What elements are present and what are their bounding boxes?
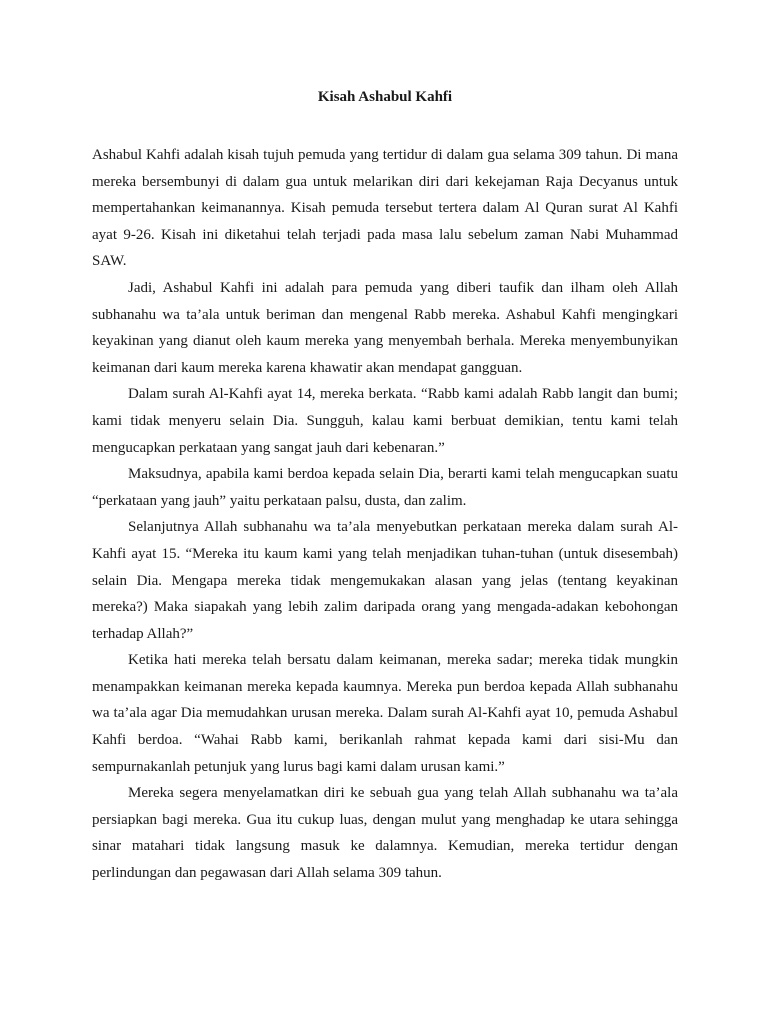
paragraph-5: Selanjutnya Allah subhanahu wa ta’ala menyebutkan perkataan mereka dalam surah Al-Kahfi ayat 15. “Mereka itu kaum kami yang telah menjadikan tuhan-tuhan (untuk disesembah) selain Dia. Mengapa mereka tidak mengemukakan alasan yang jelas (tentang keyakinan mereka?) Maka siapakah yang lebih zalim daripada orang yang mengada-adakan kebohongan terhadap Allah?” [92,519,678,642]
paragraph-6: Ketika hati mereka telah bersatu dalam keimanan, mereka sadar; mereka tidak mungkin menampakkan keimanan mereka kepada kaumnya. Mereka pun berdoa kepada Allah subhanahu wa ta’ala agar Dia memudahkan urusan mereka. Dalam surah Al-Kahfi ayat 10, pemuda Ashabul Kahfi berdoa. “Wahai Rabb kami, berikanlah rahmat kepada kami dari sisi-Mu dan sempurnakanlah petunjuk yang lurus bagi kami dalam urusan kami.” [92,652,678,775]
paragraph-7: Mereka segera menyelamatkan diri ke sebuah gua yang telah Allah subhanahu wa ta’ala persiapkan bagi mereka. Gua itu cukup luas, dengan mulut yang menghadap ke utara sehingga sinar matahari tidak langsung masuk ke dalamnya. Kemudian, mereka tertidur dengan perlindungan dan pegawasan dari Allah selama 309 tahun. [92,785,678,882]
document-page [92,84,678,887]
paragraph-3: Dalam surah Al-Kahfi ayat 14, mereka berkata. “Rabb kami adalah Rabb langit dan bumi; kami tidak menyeru selain Dia. Sungguh, kalau kami berbuat demikian, tentu kami telah mengucapkan perkataan yang sangat jauh dari kebenaran.” [92,386,678,456]
paragraph-1: Ashabul Kahfi adalah kisah tujuh pemuda yang tertidur di dalam gua selama 309 tahun. Di mana mereka bersembunyi di dalam gua untuk melarikan diri dari kekejaman Raja Decyanus untuk mempertahankan keimanannya. Kisah pemuda tersebut tertera dalam Al Quran surat Al Kahfi ayat 9-26. Kisah ini diketahui telah terjadi pada masa lalu sebelum zaman Nabi Muhammad SAW. [92,147,678,270]
document-title: Kisah Ashabul Kahfi [317,89,453,105]
paragraph-4: Maksudnya, apabila kami berdoa kepada selain Dia, berarti kami telah mengucapkan suatu “perkataan yang jauh” yaitu perkataan palsu, dusta, dan zalim. [92,466,678,509]
paragraph-2: Jadi, Ashabul Kahfi ini adalah para pemuda yang diberi taufik dan ilham oleh Allah subhanahu wa ta’ala untuk beriman dan mengenal Rabb mereka. Ashabul Kahfi mengingkari keyakinan yang dianut oleh kaum mereka yang menyembah berhala. Mereka menyembunyikan keimanan dari kaum mereka karena khawatir akan mendapat gangguan. [92,279,678,376]
